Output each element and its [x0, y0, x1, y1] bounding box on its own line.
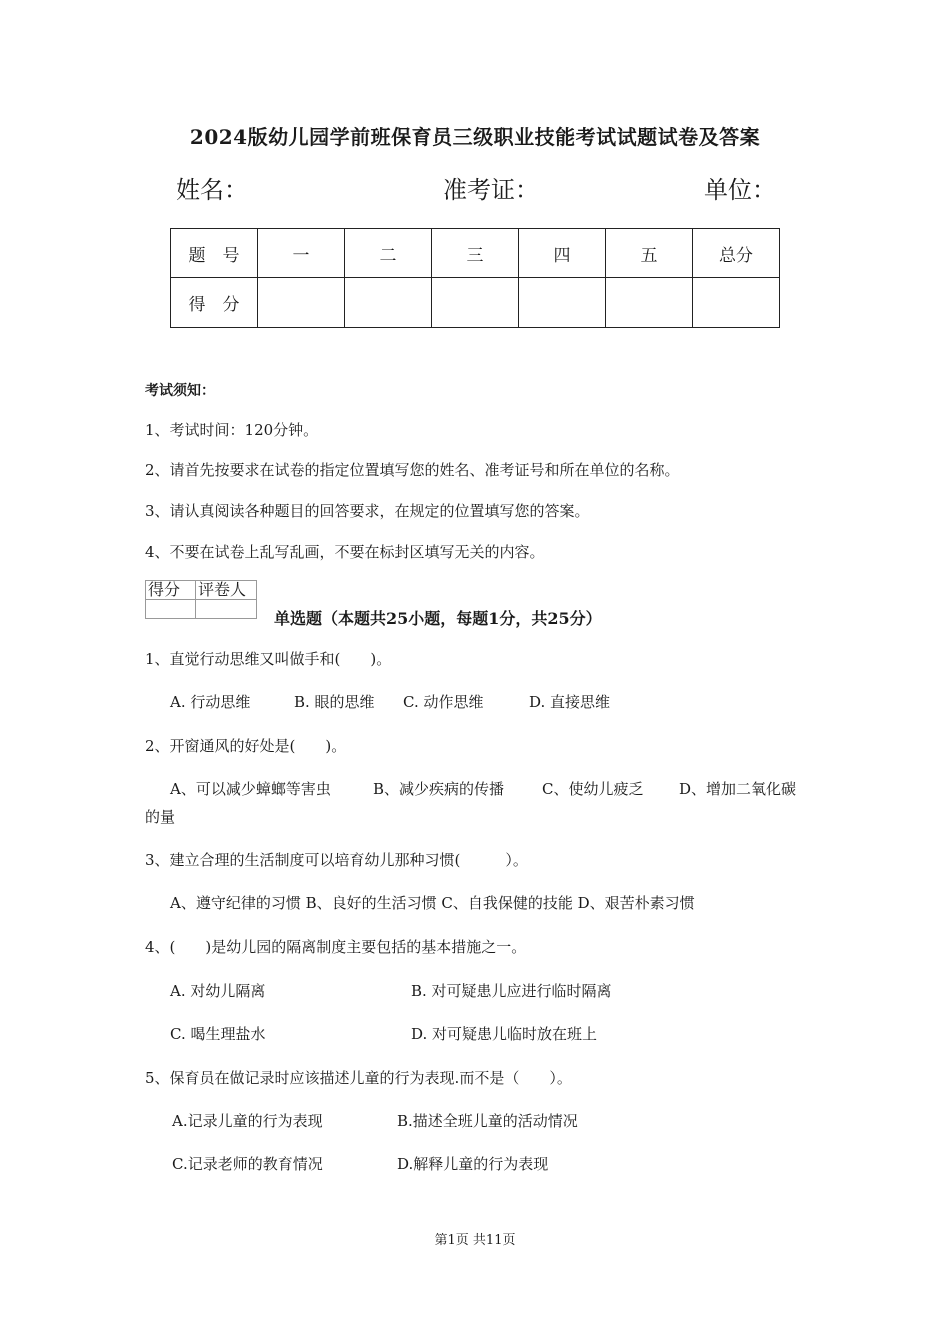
grader-score-label: 得分: [146, 581, 196, 600]
score-table-score-row: [171, 278, 780, 328]
option-c: C. 动作思维: [403, 693, 484, 711]
option-b: B.描述全班儿童的活动情况: [397, 1112, 578, 1130]
grader-name-label: 评卷人: [196, 581, 257, 600]
unit-field-label: 单位：: [704, 176, 776, 204]
page-title: 2024版幼儿园学前班保育员三级职业技能考试试题试卷及答案: [189, 125, 761, 149]
page-footer: 第1页 共11页: [434, 1233, 516, 1248]
score-cell-2[interactable]: [345, 278, 432, 328]
option-d: D.解释儿童的行为表现: [397, 1155, 549, 1173]
ticket-field-label: 准考证：: [443, 176, 539, 204]
option-d: D、增加二氧化碳: [679, 780, 797, 798]
score-cell-total[interactable]: [693, 278, 780, 328]
question-text: 4、( )是幼儿园的隔离制度主要包括的基本措施之一。: [145, 938, 527, 956]
grader-box: [145, 580, 257, 619]
score-header-2: 二: [345, 229, 432, 278]
score-header-5: 五: [606, 229, 693, 278]
score-header-total: 总分: [693, 229, 780, 278]
notice-title: 考试须知：: [145, 383, 215, 399]
score-row-label: 得 分: [171, 278, 258, 328]
option-b: B、减少疾病的传播: [373, 780, 505, 798]
question-text: 2、开窗通风的好处是( )。: [145, 737, 347, 755]
notice-item: 3、请认真阅读各种题目的回答要求，在规定的位置填写您的答案。: [145, 502, 590, 520]
grader-score-cell[interactable]: [146, 600, 196, 619]
score-cell-1[interactable]: [258, 278, 345, 328]
option-a: A. 行动思维: [170, 693, 251, 711]
question-text: 1、直觉行动思维又叫做手和( )。: [145, 650, 392, 668]
notice-item: 1、考试时间：120分钟。: [145, 421, 319, 439]
score-header-label: 题 号: [171, 229, 258, 278]
option-a: A、可以减少蟑螂等害虫: [170, 780, 331, 798]
question-text: 5、保育员在做记录时应该描述儿童的行为表现.而不是（ ）。: [145, 1069, 572, 1087]
notice-item: 4、不要在试卷上乱写乱画，不要在标封区填写无关的内容。: [145, 543, 545, 561]
candidate-fields: [176, 170, 776, 202]
score-cell-5[interactable]: [606, 278, 693, 328]
option-d: D. 直接思维: [529, 693, 611, 711]
question-text: 3、建立合理的生活制度可以培育幼儿那种习惯( ）。: [145, 851, 528, 869]
score-table-header-row: [171, 229, 780, 278]
option-a: A. 对幼儿隔离: [170, 982, 266, 1000]
option-c: C、使幼儿疲乏: [542, 780, 644, 798]
option-c: C. 喝生理盐水: [170, 1025, 266, 1043]
section-title: 单选题（本题共25小题，每题1分，共25分）: [274, 609, 602, 628]
option-b: B. 对可疑患儿应进行临时隔离: [411, 982, 612, 1000]
option-d: D. 对可疑患儿临时放在班上: [411, 1025, 598, 1043]
score-table: [170, 228, 780, 328]
notice-item: 2、请首先按要求在试卷的指定位置填写您的姓名、准考证号和所在单位的名称。: [145, 461, 680, 479]
option-a: A.记录儿童的行为表现: [172, 1112, 323, 1130]
score-cell-3[interactable]: [432, 278, 519, 328]
options-line: A、遵守纪律的习惯 B、良好的生活习惯 C、自我保健的技能 D、艰苦朴素习惯: [170, 894, 695, 912]
grader-name-cell[interactable]: [196, 600, 257, 619]
option-b: B. 眼的思维: [294, 693, 375, 711]
option-continuation: 的量: [145, 808, 176, 826]
name-field-label: 姓名：: [176, 176, 248, 204]
score-header-1: 一: [258, 229, 345, 278]
score-header-3: 三: [432, 229, 519, 278]
option-c: C.记录老师的教育情况: [172, 1155, 323, 1173]
score-header-4: 四: [519, 229, 606, 278]
score-cell-4[interactable]: [519, 278, 606, 328]
